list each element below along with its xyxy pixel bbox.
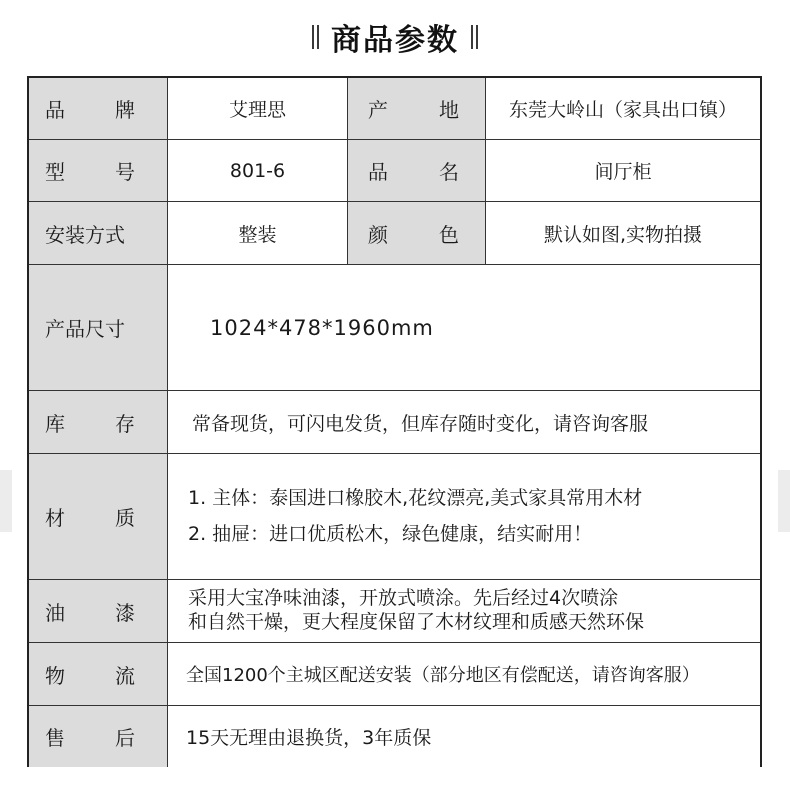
label-model-char1: 型 [45,160,65,184]
spec-row-stock [29,391,760,454]
spec-row-install-color [29,202,760,265]
label-material-char1: 材 [45,506,65,530]
label-model [29,140,168,201]
title-right-bars [471,24,478,50]
value-aftersale: 15天无理由退换货，3年质保 [168,706,760,767]
label-logistics [29,643,168,705]
label-stock-char2: 存 [115,411,135,436]
title-left-bars [312,24,319,50]
label-aftersale [29,706,168,767]
value-install: 整装 [168,202,348,264]
label-brand-char2: 牌 [115,98,135,122]
label-paint-char2: 漆 [115,600,135,625]
label-color-char2: 色 [439,222,459,247]
label-paint-char1: 油 [45,600,65,625]
label-install: 安装方式 [29,202,168,264]
paint-line-1: 采用大宝净味油漆，开放式喷涂。先后经过4次喷涂 [188,587,619,610]
value-paint [168,580,760,642]
label-paint [29,580,168,642]
spec-row-logistics [29,643,760,706]
label-size: 产品尺寸 [29,265,168,390]
label-origin [348,78,486,139]
label-color-char1: 颜 [368,222,388,247]
title-bar [0,14,790,60]
edge-shade-right [778,470,790,532]
label-stock-char1: 库 [45,411,65,436]
spec-row-size [29,265,760,391]
value-origin: 东莞大岭山（家具出口镇） [486,78,760,139]
label-brand-char1: 品 [45,98,65,122]
spec-row-material [29,454,760,580]
value-color: 默认如图,实物拍摄 [486,202,760,264]
label-name-char2: 名 [439,160,459,184]
label-model-char2: 号 [115,160,135,184]
label-brand [29,78,168,139]
label-origin-char2: 地 [439,98,459,122]
label-stock [29,391,168,453]
label-logistics-char1: 物 [45,663,65,688]
spec-row-model-name [29,140,760,202]
spec-row-brand-origin [29,78,760,140]
material-line-1: 1. 主体：泰国进口橡胶木,花纹漂亮,美式家具常用木材 [188,486,643,509]
material-line-2: 2. 抽屉：进口优质松木，绿色健康，结实耐用！ [188,522,593,545]
paint-line-2: 和自然干燥，更大程度保留了木材纹理和质感天然环保 [188,611,645,633]
label-logistics-char2: 流 [115,663,135,688]
value-logistics: 全国1200个主城区配送安装（部分地区有偿配送，请咨询客服） [168,643,760,705]
edge-shade-left [0,470,12,532]
value-model: 801-6 [168,140,348,201]
value-stock: 常备现货，可闪电发货，但库存随时变化，请咨询客服 [168,391,760,453]
spec-row-aftersale [29,706,760,767]
label-material [29,454,168,579]
label-name-char1: 品 [368,160,388,184]
spec-row-paint [29,580,760,643]
label-aftersale-char1: 售 [45,726,65,750]
value-material [168,454,760,579]
label-color [348,202,486,264]
label-material-char2: 质 [115,506,135,530]
value-size: 1024*478*1960mm [168,265,760,390]
label-aftersale-char2: 后 [115,726,135,750]
spec-table [27,76,762,767]
page-title: 商品参数 [331,23,459,58]
value-brand: 艾理思 [168,78,348,139]
value-name: 间厅柜 [486,140,760,201]
label-origin-char1: 产 [368,98,388,122]
label-name [348,140,486,201]
